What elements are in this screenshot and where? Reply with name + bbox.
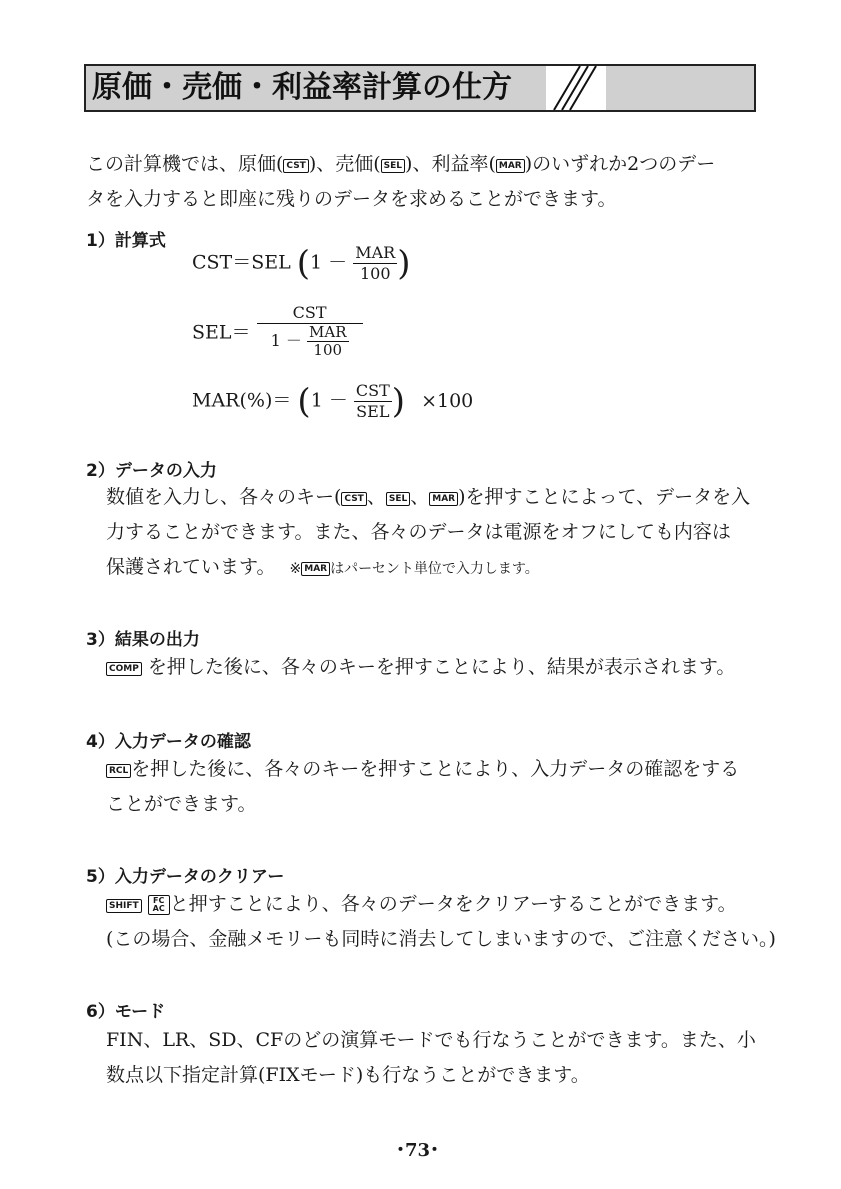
s2-text-d: )を押すことによって、データを入: [458, 486, 751, 508]
section-6-heading: 6）モード: [86, 1002, 166, 1022]
mar-key: MAR: [429, 492, 458, 506]
intro-text-c: )、利益率(: [405, 153, 496, 175]
section-4-line-2: ことができます。: [106, 793, 257, 815]
fc-label: FC: [153, 896, 165, 905]
formula-1-num: MAR: [355, 243, 396, 262]
paren-close: ): [391, 381, 406, 422]
shift-key: SHIFT: [106, 899, 142, 913]
formula-3-den: SEL: [356, 402, 390, 421]
note-text: はパーセント単位で入力します。: [330, 561, 539, 577]
page-number: ･73･: [396, 1140, 440, 1161]
section-4-line-1: [106, 752, 739, 786]
section-5-heading: 5）入力データのクリアー: [86, 867, 285, 887]
mar-key: MAR: [496, 159, 525, 173]
intro-line-2: タを入力すると即座に残りのデータを求めることができます。: [86, 188, 617, 210]
formula-3-one: 1 －: [310, 389, 348, 412]
intro-line-1: [86, 147, 715, 181]
s4-text-1: を押した後に、各々のキーを押すことにより、入力データの確認をする: [131, 758, 740, 780]
formula-2-inner-num: MAR: [309, 323, 347, 341]
s2-text-b: 、: [366, 486, 386, 508]
formula-2-fraction: [257, 303, 363, 359]
section-3-heading: 3）結果の出力: [86, 630, 200, 650]
comp-key: COMP: [106, 662, 142, 676]
section-5-line-1: [106, 887, 737, 921]
formula-3-lhs: MAR(%)＝: [192, 389, 292, 412]
formula-2-inner-fraction: [307, 324, 349, 359]
formula-1-one: 1 －: [310, 251, 348, 274]
section-2-heading: 2）データの入力: [86, 461, 217, 481]
formula-1-den: 100: [359, 264, 391, 283]
intro-text-d: )のいずれか2つのデー: [524, 153, 716, 175]
section-5-line-2: (この場合、金融メモリーも同時に消去してしまいますので、ご注意ください。): [106, 928, 776, 950]
formula-2-lhs: SEL＝: [192, 321, 251, 344]
sel-key: SEL: [386, 492, 410, 506]
section-2-line-3: [106, 550, 539, 586]
s3-text: を押した後に、各々のキーを押すことにより、結果が表示されます。: [147, 656, 736, 678]
s5-text-1: と押すことにより、各々のデータをクリアーすることができます。: [169, 893, 737, 915]
formula-cst: [192, 243, 410, 284]
paren-close: ): [397, 243, 411, 284]
page-title: 原価・売価・利益率計算の仕方: [92, 70, 512, 105]
formula-2-inner-den: 100: [313, 341, 343, 359]
mar-key: MAR: [301, 562, 330, 576]
formula-2-den-prefix: 1 －: [270, 331, 302, 350]
formula-sel: [192, 303, 363, 359]
formula-2-num: CST: [257, 303, 363, 324]
section-6-line-2: 数点以下指定計算(FIXモード)も行なうことができます。: [106, 1064, 590, 1086]
section-2-line-2: 力することができます。また、各々のデータは電源をオフにしても内容は: [106, 521, 731, 543]
cst-key: CST: [341, 492, 366, 506]
section-2-line-1: [106, 480, 750, 514]
section-4-heading: 4）入力データの確認: [86, 732, 251, 752]
paren-open: (: [296, 243, 311, 284]
cst-key: CST: [283, 159, 308, 173]
title-slash-decoration: [546, 64, 606, 112]
formula-3-times: ×100: [421, 389, 474, 412]
formula-2-den: [257, 324, 363, 359]
formula-mar: [192, 381, 473, 422]
s2-text-c: 、: [410, 486, 430, 508]
section-1-heading: 1）計算式: [86, 231, 166, 251]
formula-3-fraction: [354, 381, 392, 422]
s2-line-3-text: 保護されています。: [106, 556, 276, 578]
intro-text-b: )、売価(: [308, 153, 381, 175]
section-6-line-1: FIN、LR、SD、CFのどの演算モードでも行なうことができます。また、小: [106, 1029, 756, 1051]
s2-note: [290, 561, 539, 577]
s2-text-a: 数値を入力し、各々のキー(: [106, 486, 342, 508]
sel-key: SEL: [381, 159, 405, 173]
note-mark: ※: [289, 561, 302, 577]
ac-key: [148, 895, 170, 915]
rcl-key: RCL: [106, 764, 131, 778]
ac-label: AC: [152, 904, 165, 913]
section-3-line-1: [106, 650, 735, 684]
intro-text-a: この計算機では、原価(: [86, 153, 284, 175]
formula-1-fraction: [353, 243, 397, 284]
paren-open: (: [297, 381, 311, 422]
formula-1-lhs: CST＝SEL: [192, 251, 291, 274]
formula-3-num: CST: [355, 381, 390, 400]
